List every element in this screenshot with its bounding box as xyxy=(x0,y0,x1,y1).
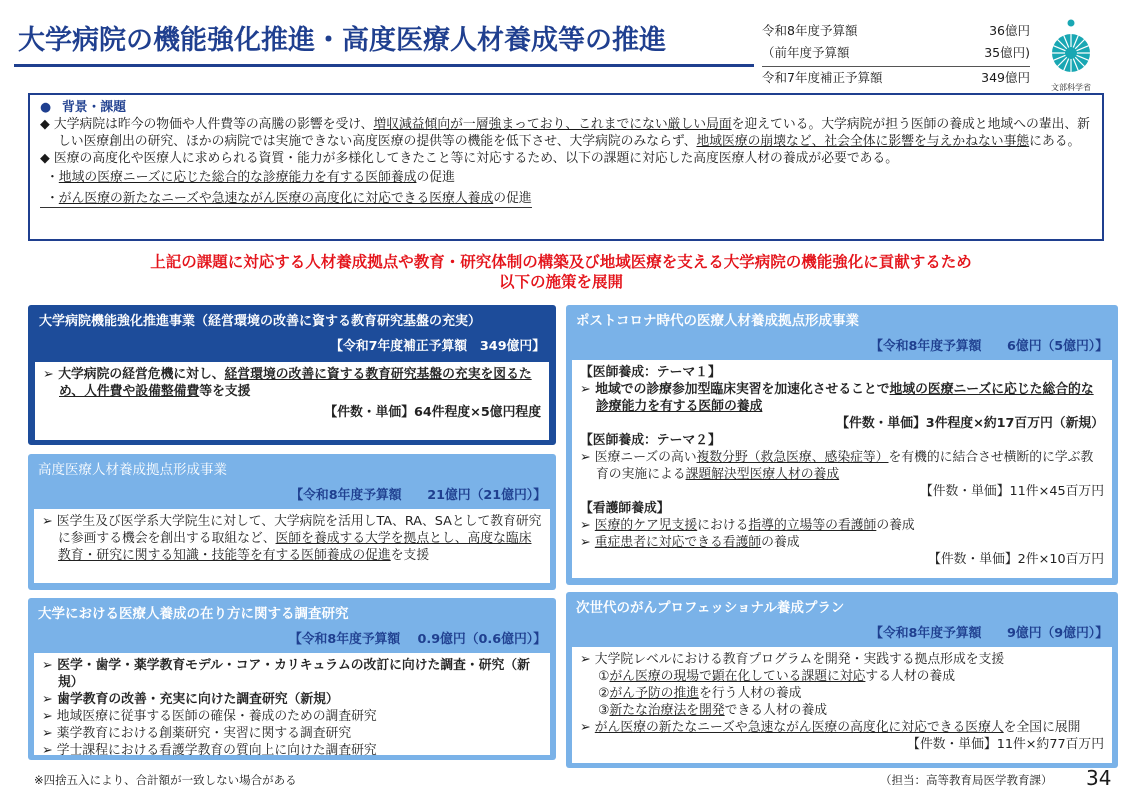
mext-logo xyxy=(1040,18,1102,92)
panel-title: 高度医療人材養成拠点形成事業 xyxy=(38,462,227,478)
panel-title: 大学における医療人養成の在り方に関する調査研究 xyxy=(38,606,349,622)
list-item: ➢ がん医療の新たなニーズや急速ながん医療の高度化に対応できる医療人を全国に展開 xyxy=(580,720,1081,735)
list-item: ➢ 医学・歯学・薬学教育モデル・コア・カリキュラムの改訂に向けた調査・研究（新規） xyxy=(42,658,530,690)
background-sub-1: ・地域の医療ニーズに応じた総合的な診療能力を有する医師養成の促進 xyxy=(46,170,455,185)
panel-body xyxy=(34,653,550,758)
logo-label: 文部科学省 xyxy=(1051,83,1091,92)
theme-heading: 【医師養成：テーマ１】 xyxy=(580,365,721,380)
panel-unit: 【件数・単価】11件×45百万円 xyxy=(919,484,1104,499)
list-item: ➢ 大学病院の経営危機に対し、経営環境の改善に資する教育研究基盤の充実を図るため、人件費や設備整備費等を支援 xyxy=(43,367,532,399)
panel-amount: 【令和7年度補正予算額 349億円】 xyxy=(330,339,545,354)
panel-unit: 【件数・単価】2件×10百万円 xyxy=(928,552,1104,567)
background-box xyxy=(28,93,1104,241)
panel-amount: 【令和8年度予算額 9億円（9億円）】 xyxy=(870,626,1108,641)
numbered-item: ②がん予防の推進を行う人材の養成 xyxy=(598,686,802,701)
panel-body xyxy=(34,509,550,583)
numbered-item: ①がん医療の現場で顕在化している課題に対応する人材の養成 xyxy=(598,669,955,684)
panel-unit: 【件数・単価】11件×約77百万円 xyxy=(907,737,1104,752)
panel-post-corona-medical-personnel xyxy=(566,305,1118,585)
list-item: ➢ 医療的ケア児支援における指導的立場等の看護師の養成 xyxy=(580,518,915,533)
background-heading: ● 背景・課題 xyxy=(40,100,126,115)
panel-unit: 【件数・単価】64件程度×5億円程度 xyxy=(324,405,541,420)
page-title: 大学病院の機能強化推進・高度医療人材養成等の推進 xyxy=(18,25,666,56)
panel-body xyxy=(572,647,1112,763)
list-item: ➢ 地域医療に従事する医師の確保・養成のための調査研究 xyxy=(42,709,377,724)
budget-row-r8: 令和8年度予算額 36億円 xyxy=(762,23,1030,38)
panel-unit: 【件数・単価】3件程度×約17百万円（新規） xyxy=(836,416,1104,431)
page-number: 34 xyxy=(1086,766,1112,790)
budget-row-prev: （前年度予算額 35億円) xyxy=(762,45,1030,60)
background-paragraph-1: ◆ 大学病院は昨今の物価や人件費等の高騰の影響を受け、増収減益傾向が一層強まっており、これまでにない厳しい局面を迎えている。大学病院が担う医師の養成と地域への輩出、新しい医療創出の研究、ほかの病院では実施できない高度医療の提供等の機能を低下させ、大学病院のみならず、地域医療の崩壊など、社会全体に影響を与えかねない事態にある。 xyxy=(40,117,1090,149)
numbered-item: ③新たな治療法を開発できる人材の養成 xyxy=(598,703,828,718)
panel-title: 大学病院機能強化推進事業（経営環境の改善に資する教育研究基盤の充実） xyxy=(39,314,482,329)
panel-research-on-medical-education xyxy=(28,598,556,760)
theme-heading: 【看護師養成】 xyxy=(580,501,670,516)
panel-amount: 【令和8年度予算額 6億円（5億円）】 xyxy=(870,339,1108,354)
budget-row-r7: 令和7年度補正予算額 349億円 xyxy=(762,66,1030,89)
mext-emblem-icon xyxy=(1049,18,1093,76)
panel-body xyxy=(572,360,1112,578)
key-message: 上記の課題に対応する人材養成拠点や教育・研究体制の構築及び地域医療を支える大学病院の機能強化に貢献するため 以下の施策を展開 xyxy=(150,253,972,291)
panel-advanced-medical-personnel xyxy=(28,454,556,590)
panel-amount: 【令和8年度予算額 21億円（21億円）】 xyxy=(290,488,546,503)
background-sub-2: ・がん医療の新たなニーズや急速ながん医療の高度化に対応できる医療人養成の促進 xyxy=(40,190,532,208)
panel-university-hospital-strengthening xyxy=(28,305,556,445)
list-item: ➢ 地域での診療参加型臨床実習を加速化させることで地域の医療ニーズに応じた総合的な診療能力を有する医師の養成 xyxy=(580,382,1094,414)
list-item: ➢ 重症患者に対応できる看護師の養成 xyxy=(580,535,800,550)
list-item: ➢ 学士課程における看護学教育の質向上に向けた調査研究 xyxy=(42,743,377,758)
theme-heading: 【医師養成：テーマ２】 xyxy=(580,433,721,448)
panel-body xyxy=(35,362,549,440)
budget-summary xyxy=(762,20,1030,89)
list-item: ➢ 大学院レベルにおける教育プログラムを開発・実践する拠点形成を支援 xyxy=(580,652,1005,667)
panel-title: 次世代のがんプロフェッショナル養成プラン xyxy=(576,600,845,616)
panel-amount: 【令和8年度予算額 0.9億円（0.6億円）】 xyxy=(288,632,546,647)
bullet-icon: ● xyxy=(40,100,52,115)
footnote: ※四捨五入により、合計額が一致しない場合がある xyxy=(34,773,297,787)
list-item: ➢ 医学生及び医学系大学院生に対して、大学病院を活用しTA、RA、SAとして教育研究に参画する機会を創出する取組など、医師を養成する大学を拠点とし、高度な臨床教育・研究に関する知識・技能等を有する医師養成の促進を支援 xyxy=(42,514,542,563)
panel-title: ポストコロナ時代の医療人材養成拠点形成事業 xyxy=(576,313,859,329)
department-in-charge: （担当：高等教育局医学教育課） xyxy=(880,773,1053,787)
list-item: ➢ 薬学教育における創薬研究・実習に関する調査研究 xyxy=(42,726,352,741)
list-item: ➢ 歯学教育の改善・充実に向けた調査研究（新規） xyxy=(42,692,339,707)
background-paragraph-2: ◆ 医療の高度化や医療人に求められる資質・能力が多様化してきたこと等に対応するため、以下の課題に対応した高度医療人材の養成が必要である。 xyxy=(40,151,899,166)
panel-next-gen-cancer-professional xyxy=(566,592,1118,768)
list-item: ➢ 医療ニーズの高い複数分野（救急医療、感染症等）を有機的に結合させ横断的に学ぶ教育の実施による課題解決型医療人材の養成 xyxy=(580,450,1094,482)
title-underline xyxy=(14,64,754,67)
